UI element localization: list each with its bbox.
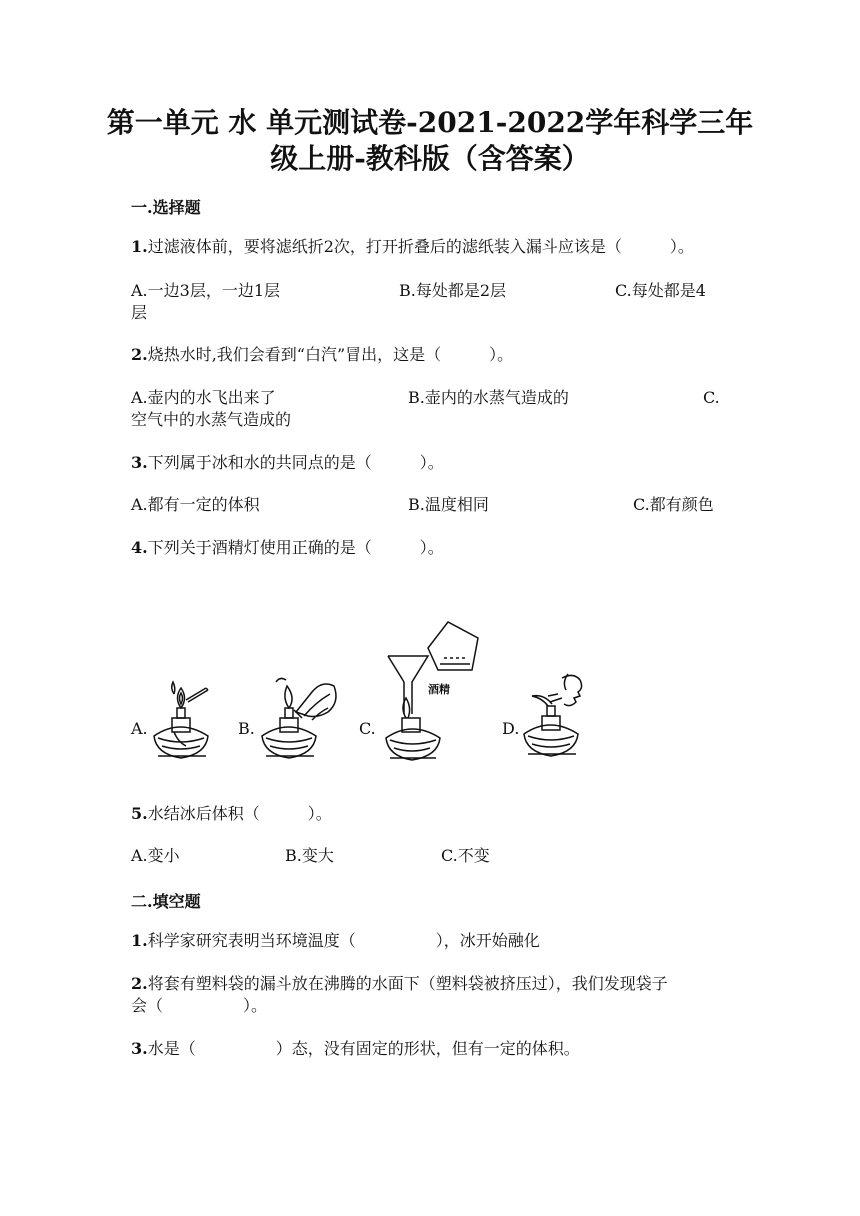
fill-question-2 [131, 973, 668, 995]
option-b: B.温度相同 [408, 495, 489, 514]
option-a: A.壶内的水飞出来了 [131, 388, 276, 407]
fill-question-3 [131, 1038, 580, 1060]
question-2 [131, 344, 513, 366]
option-a: A.一边3层，一边1层 [131, 281, 281, 300]
option-b: B.变大 [285, 846, 334, 865]
question-text: 下列关于酒精灯使用正确的是（ ）。 [147, 538, 444, 557]
question-number: 5. [131, 804, 148, 823]
question-number: 1. [131, 931, 148, 950]
question-number: 2. [131, 345, 148, 364]
option-c-continued: 层 [131, 303, 148, 322]
option-a-label: A. [131, 719, 148, 738]
alcohol-lamp-match-figure [148, 680, 218, 762]
question-number: 3. [131, 1039, 148, 1058]
section-heading-fill: 二.填空题 [131, 892, 201, 911]
option-d-label: D. [502, 719, 520, 738]
question-number: 4. [131, 538, 148, 557]
option-b: B.每处都是2层 [399, 281, 507, 300]
fill-question-1 [131, 930, 540, 952]
question-text: 将套有塑料袋的漏斗放在沸腾的水面下（塑料袋被挤压过），我们发现袋子 [147, 974, 668, 993]
option-c: C.每处都是4 [615, 281, 706, 300]
question-1 [131, 236, 694, 258]
option-b: B.壶内的水蒸气造成的 [408, 388, 569, 407]
alcohol-label: 酒精 [428, 683, 450, 696]
question-text: 烧热水时,我们会看到“白汽”冒出，这是（ ）。 [147, 345, 514, 364]
option-a: A.都有一定的体积 [131, 495, 260, 514]
option-c-label: C. [359, 719, 376, 738]
section-heading-choice: 一.选择题 [131, 198, 201, 217]
question-3 [131, 452, 444, 474]
question-text: 水是（ ）态，没有固定的形状，但有一定的体积。 [147, 1039, 580, 1058]
option-b-label: B. [238, 719, 255, 738]
question-5 [131, 803, 332, 825]
option-c: C. [703, 388, 720, 407]
alcohol-lamp-blow-figure [518, 668, 598, 760]
page-title-line-2: 级上册-教科版（含答案） [270, 142, 590, 175]
fill-question-2-continued: 会（ ）。 [131, 996, 268, 1015]
question-number: 3. [131, 453, 148, 472]
alcohol-lamp-tilted-figure [256, 672, 340, 762]
question-text: 下列属于冰和水的共同点的是（ ）。 [147, 453, 444, 472]
question-number: 1. [131, 237, 148, 256]
question-text: 水结冰后体积（ ）。 [147, 804, 332, 823]
question-text: 科学家研究表明当环境温度（ ），冰开始融化 [147, 931, 540, 950]
option-c: C.都有颜色 [633, 495, 714, 514]
option-a: A.变小 [131, 846, 180, 865]
page-title-line-1: 第一单元 水 单元测试卷-2021-2022学年科学三年 [106, 106, 754, 139]
option-c-continued: 空气中的水蒸气造成的 [131, 410, 292, 429]
question-text: 过滤液体前，要将滤纸折2次，打开折叠后的滤纸装入漏斗应该是（ ）。 [147, 237, 694, 256]
question-number: 2. [131, 974, 148, 993]
question-4 [131, 537, 444, 559]
option-c: C.不变 [441, 846, 490, 865]
